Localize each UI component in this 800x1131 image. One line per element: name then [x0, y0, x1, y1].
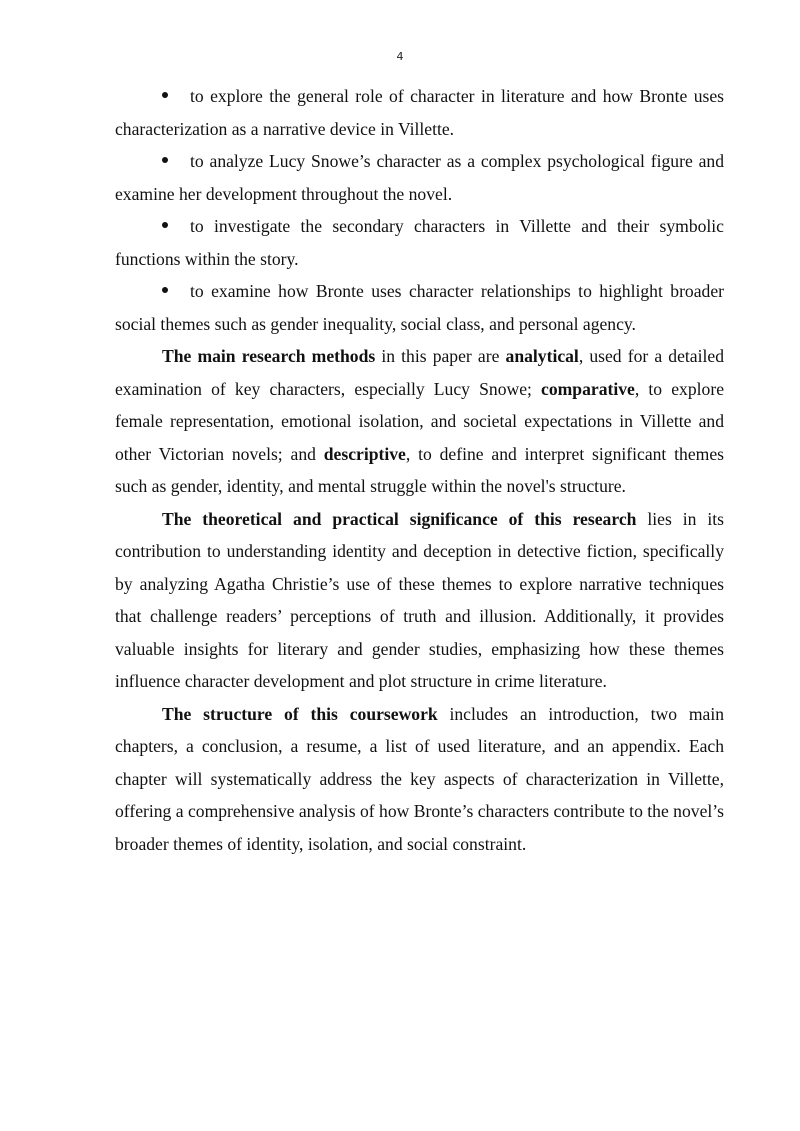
- objective-text: to analyze Lucy Snowe’s character as a complex psychological figure and examine her development throughout the novel.: [115, 151, 724, 204]
- significance-paragraph: [115, 503, 724, 698]
- document-body: [115, 80, 724, 860]
- significance-heading: The theoretical and practical significance of this research: [162, 508, 637, 529]
- objective-text: to investigate the secondary characters in Villette and their symbolic functions within the story.: [115, 216, 724, 269]
- method-descriptive: descriptive: [323, 443, 406, 464]
- objective-list-item: [115, 145, 724, 210]
- bullet-icon: [162, 275, 190, 308]
- bullet-icon: [162, 210, 190, 243]
- methods-text: , to define and interpret significant themes such as gender, identity, and mental struggle within the novel's structure.: [115, 443, 724, 496]
- objective-text: to explore the general role of character in literature and how Bronte uses characterization as a narrative device in Villette.: [115, 86, 724, 139]
- method-comparative: comparative: [541, 378, 635, 399]
- objective-list-item: [115, 80, 724, 145]
- methods-text: , to explore female representation, emotional isolation, and societal expectations in Villette and other Victorian novels; and: [115, 378, 724, 464]
- objective-text: to examine how Bronte uses character relationships to highlight broader social themes such as gender inequality, social class, and personal agency.: [115, 281, 724, 334]
- methods-paragraph: [115, 340, 724, 503]
- bullet-icon: [162, 145, 190, 178]
- objective-list-item: [115, 210, 724, 275]
- bullet-icon: [162, 80, 190, 113]
- objective-list-item: [115, 275, 724, 340]
- page-number: 4: [396, 50, 404, 63]
- methods-text: in this paper are: [375, 346, 506, 366]
- significance-text: lies in its contribution to understanding identity and deception in detective fiction, specifically by analyzing Agatha Christie’s use of these themes to explore narrative techniques that challenge readers’ perceptions of truth and illusion. Additionally, it provides valuable insights for literary and gender studies, emphasizing how these themes influence character development and plot structure in crime literature.: [115, 508, 725, 691]
- structure-text: includes an introduction, two main chapters, a conclusion, a resume, a list of used literature, and an appendix. Each chapter will systematically address the key aspects of characterization in Villette, offering a comprehensive analysis of how Bronte’s characters contribute to the novel’s broader themes of identity, isolation, and social constraint.: [115, 703, 724, 854]
- methods-text: , used for a detailed examination of key characters, especially Lucy Snowe;: [115, 346, 724, 399]
- methods-heading: The main research methods: [162, 346, 376, 366]
- structure-heading: The structure of this coursework: [162, 703, 438, 724]
- structure-paragraph: [115, 698, 724, 861]
- method-analytical: analytical: [505, 346, 579, 366]
